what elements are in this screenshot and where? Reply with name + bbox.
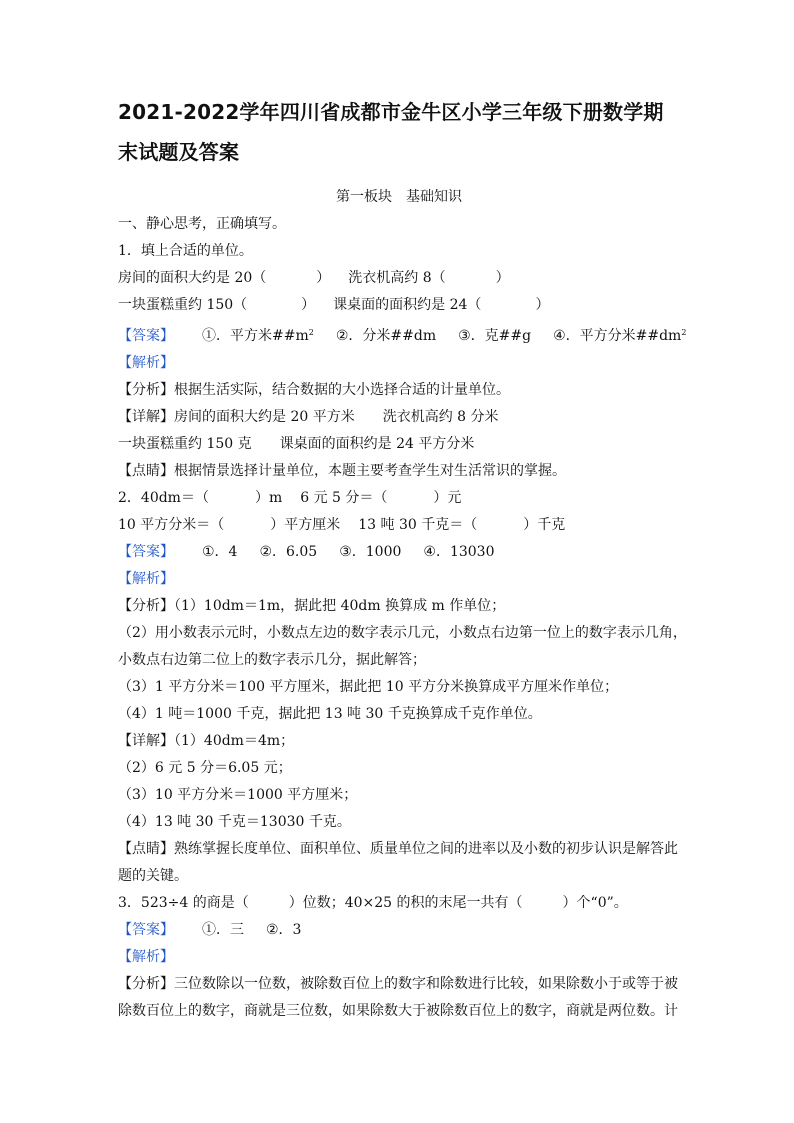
- q1-stem: 1．填上合适的单位。: [118, 243, 253, 259]
- q1-item-a-close: ）: [316, 270, 331, 286]
- q1-item-c-close: ）: [301, 297, 316, 313]
- q2-xiangjie-4: （4）13 吨 30 千克＝13030 千克。: [118, 814, 351, 830]
- q1-fenxi-text: 根据生活实际，结合数据的大小选择合适的计量单位。: [174, 382, 510, 398]
- q3-analysis-label: 【解析】: [118, 949, 174, 965]
- q1-answer-1: [202, 328, 314, 344]
- q2-dianjing-1-text: 熟练掌握长度单位、面积单位、质量单位之间的进率以及小数的初步认识是解答此: [174, 841, 678, 857]
- q2-dianjing-1: [118, 836, 680, 863]
- q3-line-1: [118, 890, 680, 917]
- q2-analysis-label: 【解析】: [118, 571, 174, 587]
- q3-fenxi-1-text: 三位数除以一位数，被除数百位上的数字和除数进行比较，如果除数小于或等于被: [174, 976, 678, 992]
- q2-item-c: 10 平方分米＝（: [118, 517, 225, 533]
- q1-xiangjie-2: 洗衣机高约 8 分米: [382, 409, 499, 425]
- q1-answer-4-text: ④．平方分米##dm: [553, 328, 682, 344]
- q2-answer-1: ①．4: [202, 544, 238, 560]
- q3-item-a-close: ）位数；40×25 的积的末尾一共有（: [288, 895, 523, 911]
- q2-item-b-close: ）元: [433, 490, 462, 506]
- superscript: 2: [681, 328, 687, 337]
- q2-fenxi-2: （2）用小数表示元时，小数点左边的数字表示几元，小数点右边第一位上的数字表示几角，: [118, 625, 687, 641]
- q2-answer-3: ③．1000: [339, 544, 402, 560]
- q1-item-b: 洗衣机高约 8（: [348, 270, 446, 286]
- q3-fenxi-1: [118, 971, 680, 998]
- q2-fenxi-5: （4）1 吨＝1000 千克，据此把 13 吨 30 千克换算成千克作单位。: [118, 706, 542, 722]
- q2-xiangjie-2: （2）6 元 5 分＝6.05 元；: [118, 760, 292, 776]
- title-line-2: 末试题及答案: [118, 140, 240, 164]
- q2-item-a: 2．40dm＝（: [118, 490, 209, 506]
- q2-item-d-close: ）千克: [523, 517, 566, 533]
- q1-xiangjie-line-2: [118, 431, 680, 458]
- q1-xiangjie-4: 课桌面的面积约是 24 平方分米: [279, 436, 475, 452]
- section-heading: 一、静心思考，正确填写。: [118, 216, 286, 232]
- q2-xiangjie-1-text: （1）40dm＝4m；: [174, 733, 295, 749]
- q3-answer-line: [118, 917, 680, 944]
- q3-answer-2: ②．3: [266, 922, 302, 938]
- q1-fenxi: [118, 377, 680, 404]
- answer-label: 【答案】: [118, 544, 174, 560]
- q1-item-c: 一块蛋糕重约 150（: [118, 297, 248, 313]
- q1-answer-1-text: ①．平方米##m: [202, 328, 309, 344]
- q2-fenxi-1-text: （1）10dm＝1m，据此把 40dm 换算成 m 作单位；: [174, 598, 506, 614]
- q1-xiangjie-3: 一块蛋糕重约 150 克: [118, 436, 252, 452]
- q3-item-a: 3．523÷4 的商是（: [118, 895, 249, 911]
- q2-answer-4: ④．13030: [423, 544, 495, 560]
- document-title: [118, 92, 680, 172]
- superscript: 2: [308, 328, 314, 337]
- fenxi-label: 【分析】: [118, 976, 174, 992]
- q1-line-1: [118, 265, 680, 292]
- q2-fenxi-3: 小数点右边第二位上的数字表示几分，据此解答；: [118, 652, 426, 668]
- q1-dianjing: [118, 458, 680, 485]
- q2-item-b: 6 元 5 分＝（: [300, 490, 388, 506]
- q1-item-d-close: ）: [535, 297, 550, 313]
- q3-item-b-close: ）个“0”。: [562, 895, 628, 911]
- q2-item-c-close: ）平方厘米: [270, 517, 341, 533]
- fenxi-label: 【分析】: [118, 598, 174, 614]
- q2-line-1: [118, 485, 680, 512]
- q2-answer-2: ②．6.05: [259, 544, 318, 560]
- q2-answer-line: [118, 539, 680, 566]
- q3-answer-1: ①．三: [202, 922, 244, 938]
- q1-answer-4: [553, 328, 686, 344]
- q1-item-d: 课桌面的面积约是 24（: [333, 297, 482, 313]
- q1-analysis-label: 【解析】: [118, 355, 174, 371]
- xiangjie-label: 【详解】: [118, 409, 174, 425]
- q2-item-a-close: ）m: [254, 490, 283, 506]
- fenxi-label: 【分析】: [118, 382, 174, 398]
- q1-xiangjie-line-1: [118, 404, 680, 431]
- q1-answer-3: ③．克##g: [458, 328, 532, 344]
- q1-item-b-close: ）: [495, 270, 510, 286]
- q2-xiangjie-1: [118, 728, 680, 755]
- document-page: [118, 92, 687, 1025]
- q2-fenxi-4: （3）1 平方分米＝100 平方厘米，据此把 10 平方分米换算成平方厘米作单位；: [118, 679, 619, 695]
- q2-line-2: [118, 512, 680, 539]
- title-line-1: 2021-2022学年四川省成都市金牛区小学三年级下册数学期: [118, 100, 664, 124]
- q3-fenxi-2: 除数百位上的数字，商就是三位数，如果除数大于被除数百位上的数字，商就是两位数。计: [118, 1003, 678, 1019]
- q2-dianjing-2: 题的关键。: [118, 868, 188, 884]
- q1-answer-line: [118, 319, 687, 350]
- q1-answer-2: ②．分米##dm: [335, 328, 437, 344]
- xiangjie-label: 【详解】: [118, 733, 174, 749]
- q2-item-d: 13 吨 30 千克＝（: [358, 517, 478, 533]
- q2-xiangjie-3: （3）10 平方分米＝1000 平方厘米；: [118, 787, 358, 803]
- q1-item-a: 房间的面积大约是 20（: [118, 270, 267, 286]
- q1-line-2: [118, 292, 680, 319]
- q2-fenxi-1: [118, 593, 680, 620]
- answer-label: 【答案】: [118, 922, 174, 938]
- answer-label: 【答案】: [118, 328, 174, 344]
- dianjing-label: 【点睛】: [118, 463, 174, 479]
- q1-xiangjie-1: 房间的面积大约是 20 平方米: [174, 409, 355, 425]
- q1-dianjing-text: 根据情景选择计量单位，本题主要考查学生对生活常识的掌握。: [174, 463, 566, 479]
- block-title: 第一板块 基础知识: [336, 189, 462, 205]
- dianjing-label: 【点睛】: [118, 841, 174, 857]
